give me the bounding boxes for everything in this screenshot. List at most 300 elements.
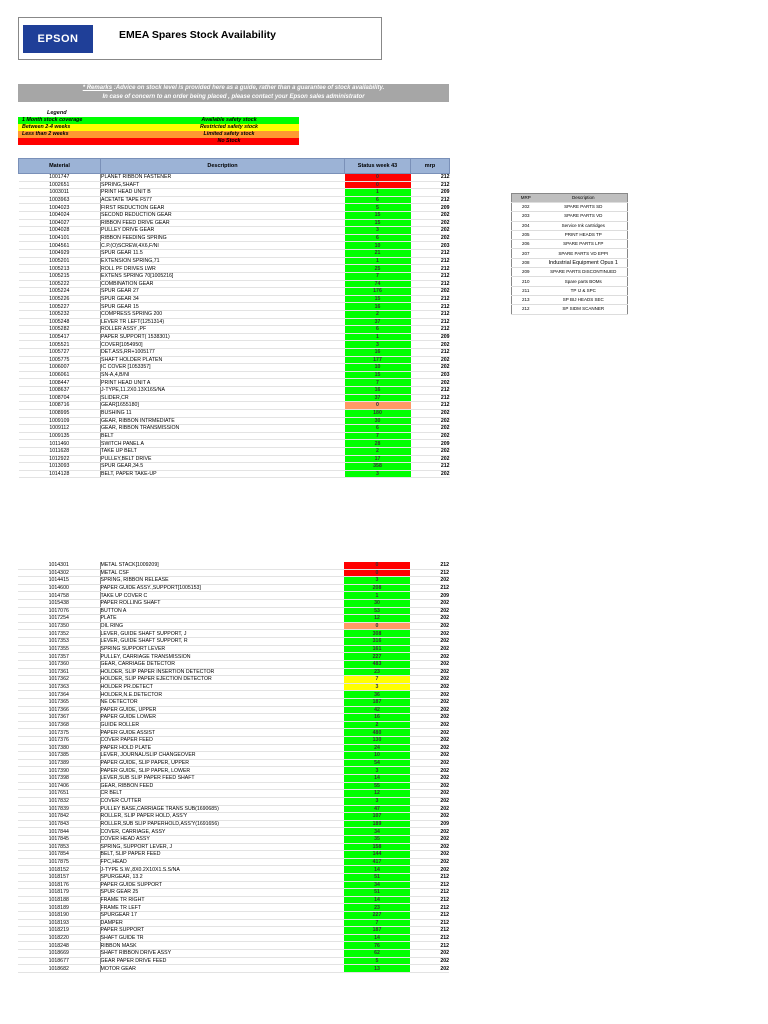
status-cell: 36 (344, 691, 410, 699)
description-cell: ROLLER, SLIP PAPER HOLD, ASS'Y (100, 813, 344, 821)
mrp-cell: 202 (410, 790, 449, 798)
table-row (18, 896, 449, 904)
status-cell: 0 (345, 402, 411, 410)
material-cell: 1017389 (18, 759, 100, 767)
description-cell: EXTENS SPRING 70[1005216] (101, 272, 345, 280)
material-cell: 1017875 (18, 858, 100, 866)
status-cell: 13 (344, 965, 410, 973)
description-cell: SPRING SUPPORT LEVER (100, 645, 344, 653)
mrp-cell: 202 (411, 409, 450, 417)
status-cell: 144 (344, 851, 410, 859)
material-cell: 1014600 (18, 584, 100, 592)
material-cell: 1004023 (19, 204, 101, 212)
mrp-code: 212 (512, 305, 540, 314)
status-cell: 14 (344, 934, 410, 942)
description-cell: COMPRESS SPRING 200 (101, 310, 345, 318)
table-row (19, 303, 450, 311)
status-cell: 187 (344, 698, 410, 706)
table-row (19, 288, 450, 296)
status-cell: 7 (345, 272, 411, 280)
table-row (18, 668, 449, 676)
description-cell: PLANET RIBBON FASTENER (101, 174, 345, 182)
description-cell: J-TYPE S.W.,8X0.2X10X1.S.S/NA (100, 866, 344, 874)
material-cell: 1014758 (18, 592, 100, 600)
material-cell: 1017350 (18, 622, 100, 630)
status-cell: 54 (344, 759, 410, 767)
table-row (18, 584, 449, 592)
mrp-cell: 212 (410, 873, 449, 881)
mrp-cell: 202 (411, 288, 450, 296)
material-cell: 1017376 (18, 737, 100, 745)
material-cell: 1017357 (18, 653, 100, 661)
description-cell: DAMPER (100, 919, 344, 927)
mrp-cell: 202 (411, 234, 450, 242)
mrp-row (512, 295, 628, 304)
description-cell: FIRST REDUCTION GEAR (101, 204, 345, 212)
mrp-description: SP BIJ HEADS SEC (540, 295, 628, 304)
material-cell: 1017398 (18, 775, 100, 783)
material-cell: 1004024 (19, 212, 101, 220)
description-cell: SHAFT HOLDER PLATEN (101, 356, 345, 364)
description-cell: SPUR GEAR 34 (101, 295, 345, 303)
material-cell: 1004028 (19, 227, 101, 235)
description-cell: SPURGEAR, 13.2 (100, 873, 344, 881)
material-cell: 1018188 (18, 896, 100, 904)
table-row (18, 965, 449, 973)
status-cell: 51 (344, 873, 410, 881)
material-cell: 1005417 (19, 333, 101, 341)
status-cell: 2 (344, 721, 410, 729)
description-cell: SPUR GEAR 27 (101, 288, 345, 296)
legend-coverage: Between 2-4 weeks (18, 124, 159, 131)
material-cell: 1005727 (19, 349, 101, 357)
status-cell: 51 (344, 889, 410, 897)
mrp-cell: 202 (410, 676, 449, 684)
material-cell: 1018193 (18, 919, 100, 927)
mrp-cell: 212 (410, 934, 449, 942)
mrp-description: SPARE PARTS VD (540, 212, 628, 221)
remarks-label: * Remarks (82, 85, 113, 91)
legend-coverage (18, 138, 159, 145)
legend-row (18, 124, 299, 131)
legend-safety-level: Available safety stock (159, 117, 299, 124)
status-cell: 7 (344, 676, 410, 684)
material-cell: 1017365 (18, 698, 100, 706)
table-row (18, 805, 449, 813)
mrp-cell: 202 (410, 813, 449, 821)
material-cell: 1014128 (19, 470, 101, 478)
status-cell: 180 (345, 409, 411, 417)
table-row (18, 577, 449, 585)
status-cell: 0 (345, 181, 411, 189)
mrp-cell: 202 (410, 714, 449, 722)
table-row (19, 440, 450, 448)
col-material: Material (19, 159, 101, 174)
status-cell: 17 (345, 455, 411, 463)
status-cell: 35 (344, 835, 410, 843)
table-row (18, 957, 449, 965)
material-cell: 1017844 (18, 828, 100, 836)
material-cell: 1017360 (18, 660, 100, 668)
description-cell: PAPER SUPPORT (100, 927, 344, 935)
legend-coverage: 1 Month stock coverage (18, 117, 159, 124)
mrp-cell: 202 (410, 615, 449, 623)
mrp-cell: 202 (410, 600, 449, 608)
table-row (19, 326, 450, 334)
material-cell: 1018248 (18, 942, 100, 950)
table-row (18, 638, 449, 646)
description-cell: TAKE UP BELT (101, 447, 345, 455)
status-cell: 6 (345, 196, 411, 204)
table-row (18, 873, 449, 881)
mrp-cell: 202 (411, 227, 450, 235)
material-cell: 1014302 (18, 569, 100, 577)
table-row (18, 790, 449, 798)
mrp-cell: 212 (411, 181, 450, 189)
mrp-cell: 202 (411, 432, 450, 440)
status-cell: 417 (344, 858, 410, 866)
table-row (18, 691, 449, 699)
table-row (18, 744, 449, 752)
description-cell: OIL RING (100, 622, 344, 630)
status-cell: 30 (344, 600, 410, 608)
table-row (19, 341, 450, 349)
status-cell: 158 (344, 843, 410, 851)
mrp-cell: 202 (410, 767, 449, 775)
table-row (18, 759, 449, 767)
status-cell: 7 (344, 919, 410, 927)
material-cell: 1005775 (19, 356, 101, 364)
table-row (18, 645, 449, 653)
table-row (19, 204, 450, 212)
legend-safety-level: Restricted safety stock (159, 124, 299, 131)
page-title: EMEA Spares Stock Availability (119, 29, 276, 41)
table-row (18, 721, 449, 729)
material-cell: 1012922 (19, 455, 101, 463)
mrp-code: 213 (512, 295, 540, 304)
table-row (19, 227, 450, 235)
status-cell: 14 (344, 896, 410, 904)
status-cell: 16 (345, 303, 411, 311)
mrp-cell: 212 (410, 904, 449, 912)
description-cell: FRAME TR LEFT (100, 904, 344, 912)
mrp-cell: 209 (411, 189, 450, 197)
mrp-cell: 202 (410, 866, 449, 874)
description-cell: GEAR PAPER DRIVE FEED (100, 957, 344, 965)
material-cell: 1017364 (18, 691, 100, 699)
col-status: Status week 43 (345, 159, 411, 174)
table-row (18, 600, 449, 608)
table-row (19, 387, 450, 395)
status-cell: 3 (344, 577, 410, 585)
table-row (19, 402, 450, 410)
status-cell: 3 (345, 470, 411, 478)
mrp-description: TP IJ & SPC (540, 286, 628, 295)
description-cell: DET.ASS,RR+1005177 (101, 349, 345, 357)
mrp-cell: 202 (410, 660, 449, 668)
description-cell: PULLEY,BELT DRIVE (101, 455, 345, 463)
mrp-code: 209 (512, 268, 540, 277)
table-row (19, 257, 450, 265)
mrp-cell: 202 (410, 622, 449, 630)
description-cell: RIBBON FEEDING SPRING (101, 234, 345, 242)
material-cell: 1017853 (18, 843, 100, 851)
description-cell: ROLL PF DRIVES LWR (101, 265, 345, 273)
table-row (19, 265, 450, 273)
mrp-cell: 202 (410, 638, 449, 646)
table-row (18, 835, 449, 843)
mrp-description: SP SIDM SCANNER (540, 305, 628, 314)
mrp-cell: 212 (411, 402, 450, 410)
material-cell: 1018677 (18, 957, 100, 965)
status-cell: 16 (345, 387, 411, 395)
description-cell: GEAR, RIBBON TRANSMISSION (101, 425, 345, 433)
mrp-cell: 212 (411, 463, 450, 471)
material-cell: 1008637 (19, 387, 101, 395)
material-cell: 1018176 (18, 881, 100, 889)
mrp-code: 206 (512, 240, 540, 249)
mrp-cell: 202 (410, 957, 449, 965)
material-cell: 1018219 (18, 927, 100, 935)
mrp-cell: 212 (410, 942, 449, 950)
material-cell: 1017406 (18, 782, 100, 790)
description-cell: SECOND REDUCTION GEAR (101, 212, 345, 220)
table-row (18, 934, 449, 942)
material-cell: 1018152 (18, 866, 100, 874)
mrp-description: SPARE PARTS DISCONTINUED (540, 268, 628, 277)
table-row (18, 851, 449, 859)
material-cell: 1009109 (19, 417, 101, 425)
table-row (19, 356, 450, 364)
table-row (18, 653, 449, 661)
mrp-cell: 202 (410, 805, 449, 813)
table-row (19, 349, 450, 357)
material-cell: 1004561 (19, 242, 101, 250)
table-row (19, 212, 450, 220)
description-cell: IC COVER [1053357] (101, 364, 345, 372)
table-row (18, 866, 449, 874)
description-cell: SPUR GEAR,34.5 (101, 463, 345, 471)
status-cell: 0 (344, 622, 410, 630)
description-cell: PRINT HEAD UNIT A (101, 379, 345, 387)
mrp-cell: 202 (410, 737, 449, 745)
description-cell: SPRING,SHAFT (101, 181, 345, 189)
description-cell: SLIDER,CR (101, 394, 345, 402)
description-cell: C.P.(O)SCREW,4X6,F/NI (101, 242, 345, 250)
description-cell: LEVER TR LEFT(1251314) (101, 318, 345, 326)
status-cell: 161 (344, 645, 410, 653)
status-cell: 15 (345, 219, 411, 227)
status-cell: 53 (344, 607, 410, 615)
description-cell: NE DETECTOR (100, 698, 344, 706)
description-cell: SPUR GEAR 15 (101, 303, 345, 311)
table-row (18, 622, 449, 630)
material-cell: 1017832 (18, 797, 100, 805)
description-cell: SPUR GEAR 11.5 (101, 250, 345, 258)
mrp-cell: 203 (411, 242, 450, 250)
table-row (19, 196, 450, 204)
mrp-cell: 202 (411, 425, 450, 433)
description-cell: PULLEY BASE,CARRIAGE TRANS SUB(1690685) (100, 805, 344, 813)
material-cell: 1017363 (18, 683, 100, 691)
mrp-cell: 212 (411, 196, 450, 204)
description-cell: PRINT HEAD UNIT B (101, 189, 345, 197)
status-cell: 34 (344, 881, 410, 889)
table-row (18, 843, 449, 851)
table-row (18, 858, 449, 866)
description-cell: COVER CUTTER (100, 797, 344, 805)
table-row (18, 782, 449, 790)
description-cell: SHAFT RIBBON DRIVE ASSY (100, 950, 344, 958)
mrp-cell: 212 (410, 562, 449, 569)
mrp-cell: 202 (411, 447, 450, 455)
description-cell: CR BELT (100, 790, 344, 798)
mrp-cell: 212 (411, 303, 450, 311)
material-cell: 1018157 (18, 873, 100, 881)
description-cell: PAPER GUIDE, SLIP PAPER, UPPER (100, 759, 344, 767)
legend-title: Legend (47, 110, 67, 116)
status-cell: 187 (344, 927, 410, 935)
mrp-cell: 202 (410, 630, 449, 638)
status-cell: 6 (345, 326, 411, 334)
material-cell: 1008716 (19, 402, 101, 410)
mrp-row (512, 203, 628, 212)
mrp-cell: 202 (411, 417, 450, 425)
material-cell: 1005224 (19, 288, 101, 296)
mrp-cell: 202 (411, 470, 450, 478)
status-cell: 7 (345, 379, 411, 387)
mrp-cell: 212 (411, 394, 450, 402)
mrp-description: SPARE PARTS VD EPPI (540, 249, 628, 258)
status-cell: 24 (344, 744, 410, 752)
description-cell: SPRING, RIBBON RELEASE (100, 577, 344, 585)
description-cell: RIBBON FEED DRIVE GEAR (101, 219, 345, 227)
mrp-cell: 209 (410, 820, 449, 828)
mrp-cell: 202 (411, 219, 450, 227)
material-cell: 1018189 (18, 904, 100, 912)
material-cell: 1017854 (18, 851, 100, 859)
mrp-cell: 202 (410, 721, 449, 729)
stock-table-2 (18, 562, 449, 973)
status-cell: 177 (345, 356, 411, 364)
material-cell: 1017361 (18, 668, 100, 676)
description-cell: METAL CSF (100, 569, 344, 577)
description-cell: BUSHING 11 (101, 409, 345, 417)
description-cell: COVER, CARRIAGE, ASSY (100, 828, 344, 836)
mrp-code: 210 (512, 277, 540, 286)
table-row (19, 310, 450, 318)
table-row (19, 333, 450, 341)
mrp-cell: 212 (410, 912, 449, 920)
mrp-cell: 202 (410, 729, 449, 737)
mrp-description: Service Ink cartridges (540, 221, 628, 230)
mrp-row (512, 240, 628, 249)
status-cell: 227 (344, 912, 410, 920)
table-row (18, 881, 449, 889)
status-cell: 16 (344, 714, 410, 722)
mrp-cell: 203 (411, 371, 450, 379)
legend-safety-level: No Stock (159, 138, 299, 145)
status-cell: 16 (345, 349, 411, 357)
status-cell: 1 (345, 257, 411, 265)
mrp-code: 211 (512, 286, 540, 295)
status-cell: 37 (345, 394, 411, 402)
status-cell: 0 (344, 569, 410, 577)
description-cell: PULLEY, CARRIAGE TRANSMISSION (100, 653, 344, 661)
mrp-cell: 202 (410, 950, 449, 958)
material-cell: 1002651 (19, 181, 101, 189)
mrp-cell: 212 (410, 889, 449, 897)
table-row (18, 889, 449, 897)
mrp-description: Spare parts BOMs (540, 277, 628, 286)
mrp-description: SPARE PARTS SD (540, 203, 628, 212)
material-cell: 1005201 (19, 257, 101, 265)
material-cell: 1005282 (19, 326, 101, 334)
description-cell: HOLDER, SLIP PAPER INSERTION DETECTOR (100, 668, 344, 676)
description-cell: PULLEY DRIVE GEAR (101, 227, 345, 235)
status-cell: 6 (345, 425, 411, 433)
status-cell: 1 (345, 333, 411, 341)
mrp-cell: 202 (410, 851, 449, 859)
material-cell: 1017254 (18, 615, 100, 623)
description-cell: COVER PAPER FEED (100, 737, 344, 745)
mrp-code: 207 (512, 249, 540, 258)
status-cell: 15 (345, 371, 411, 379)
material-cell: 1009135 (19, 432, 101, 440)
status-cell: 5 (345, 204, 411, 212)
mrp-code: 208 (512, 258, 540, 267)
description-cell: PAPER ROLLING SHAFT (100, 600, 344, 608)
status-cell: 3 (344, 797, 410, 805)
description-cell: FPC,HEAD (100, 858, 344, 866)
table-row (18, 592, 449, 600)
mrp-cell: 212 (410, 919, 449, 927)
status-cell: 10 (345, 242, 411, 250)
mrp-cell: 202 (410, 775, 449, 783)
status-cell: 12 (344, 615, 410, 623)
description-cell: MOTOR GEAR (100, 965, 344, 973)
table-row (18, 828, 449, 836)
material-cell: 1014415 (18, 577, 100, 585)
mrp-cell: 202 (410, 965, 449, 973)
status-cell: 107 (344, 813, 410, 821)
material-cell: 1008995 (19, 409, 101, 417)
status-cell: 23 (344, 668, 410, 676)
description-cell: ACETATE TAPE F577 (101, 196, 345, 204)
table-row (19, 394, 450, 402)
table-row (19, 455, 450, 463)
description-cell: PAPER GUIDE ASSIST (100, 729, 344, 737)
material-cell: 1014301 (18, 562, 100, 569)
material-cell: 1005248 (19, 318, 101, 326)
description-cell: PAPER GUIDE, UPPER (100, 706, 344, 714)
table-row (18, 676, 449, 684)
description-cell: SHAFT GUIDE TR (100, 934, 344, 942)
table-row (19, 409, 450, 417)
mrp-cell: 202 (411, 364, 450, 372)
status-cell: 3 (344, 767, 410, 775)
table-row (19, 295, 450, 303)
material-cell: 1005227 (19, 303, 101, 311)
remarks-line2: In case of concern to an order being placed , please contact your Epson sales administrator (102, 93, 365, 100)
status-cell: 42 (344, 706, 410, 714)
mrp-cell: 212 (411, 280, 450, 288)
mrp-cell: 202 (410, 858, 449, 866)
status-cell: 308 (344, 630, 410, 638)
material-cell: 1005521 (19, 341, 101, 349)
mrp-cell: 202 (410, 759, 449, 767)
mrp-cell: 202 (410, 683, 449, 691)
